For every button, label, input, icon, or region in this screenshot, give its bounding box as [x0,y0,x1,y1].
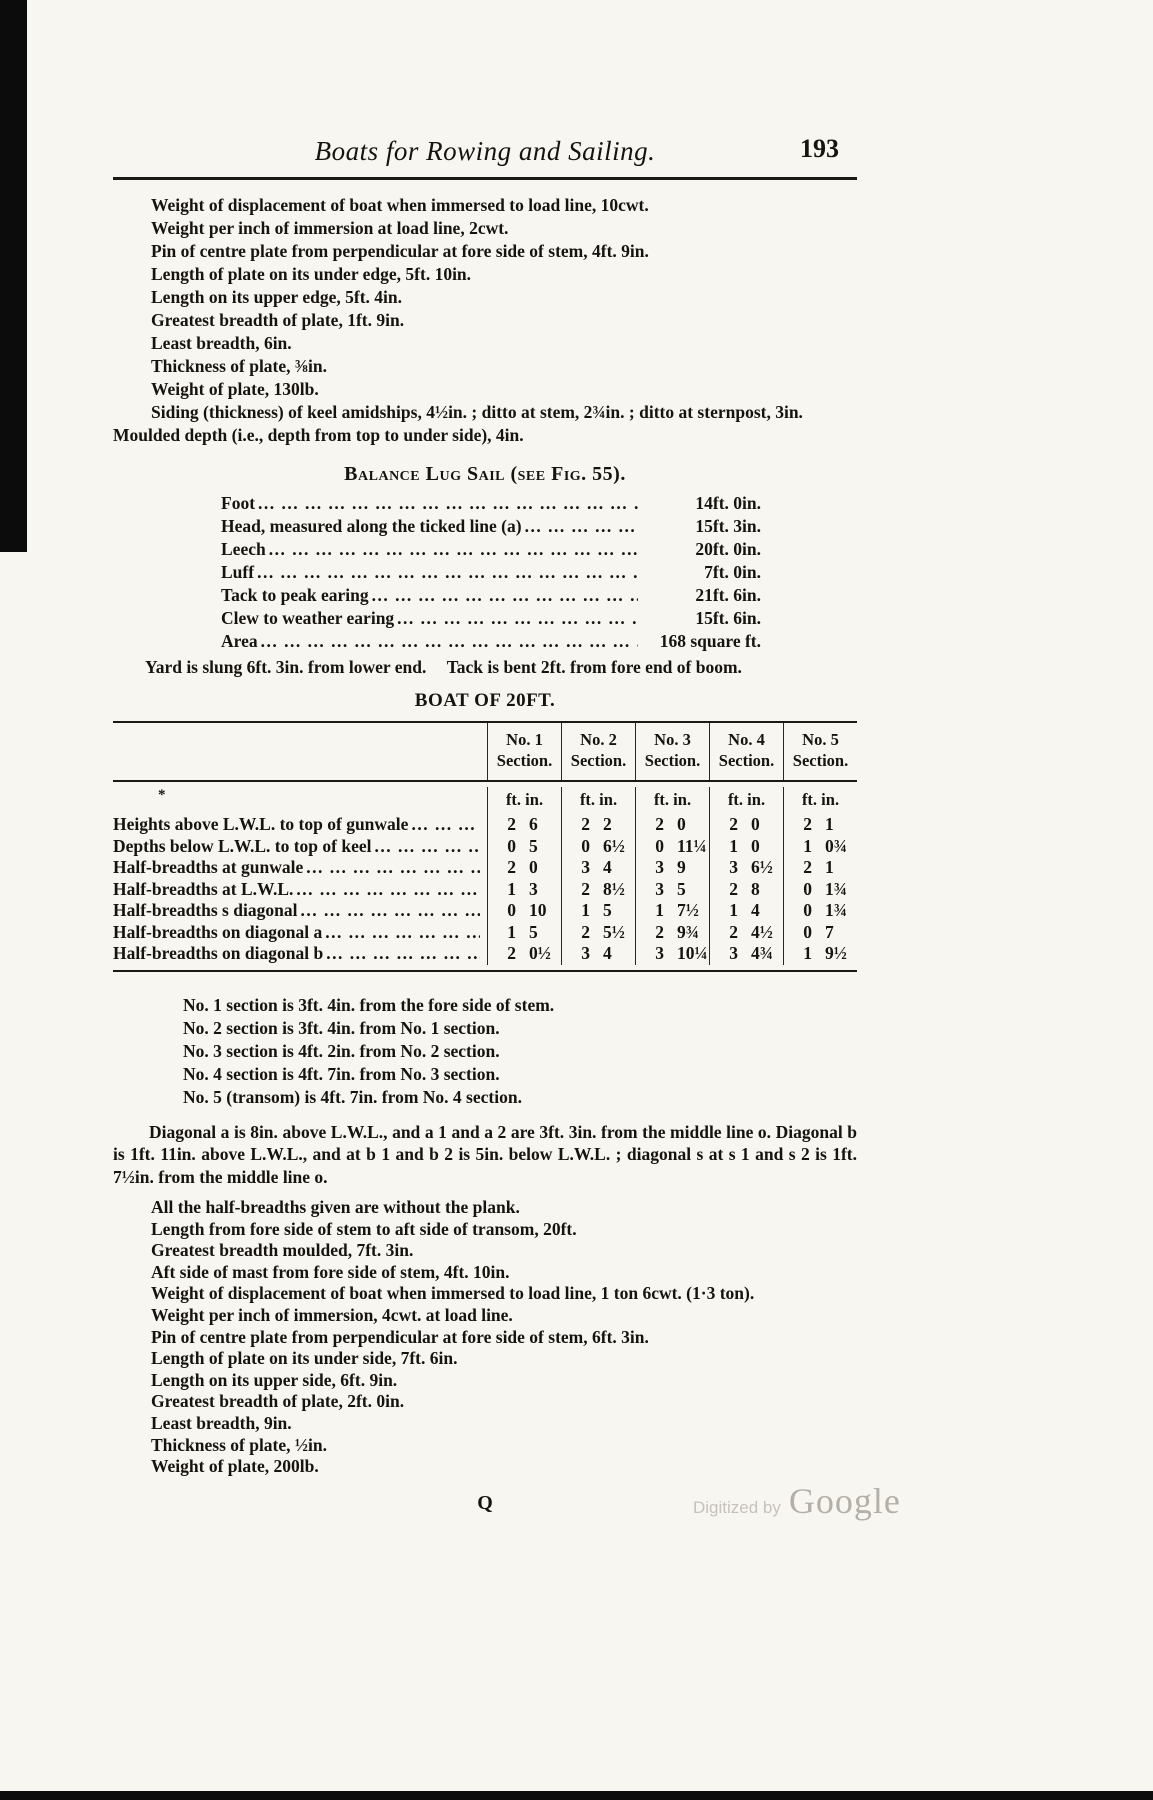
boat-20ft-table [113,721,857,972]
spec-line: Length on its upper side, 6ft. 9in. [151,1369,398,1390]
cell-ft: 2 [507,857,516,877]
table-cell [709,814,783,836]
boat-20ft-spec-list [113,1197,857,1478]
cell-in: 5½ [603,921,625,942]
table-cell [561,943,635,965]
cell-in: 6½ [603,835,625,856]
spec-line: All the half-breadths given are without the plank. [151,1197,520,1217]
lug-sail-footnote [145,657,857,678]
cell-ft: 3 [655,943,664,963]
table-cell [709,857,783,879]
table-cell [487,857,561,879]
spec-line: Greatest breadth of plate, 2ft. 0in. [151,1391,405,1412]
units-cell: ft. in. [635,787,709,814]
boat-20ft-heading: BOAT OF 20FT. [414,690,556,711]
spec-line: Aft side of mast from fore side of stem, 4ft. 10in. [151,1261,510,1282]
col-no: No. 5 [802,730,839,749]
boat-14ft-spec-list [113,194,857,447]
cell-in: 9¾ [677,921,699,942]
cell-in: 5 [677,878,686,899]
dot-leader [261,630,638,653]
table-col-header [709,723,783,780]
units-cell: ft. in. [783,787,857,814]
spec-line: Length of plate on its under edge, 5ft. 10in. [151,264,472,284]
cell-ft: 2 [507,814,516,834]
spec-line: Weight of displacement of boat when immersed to load line, 10cwt. [151,195,649,215]
cell-ft: 0 [507,900,516,920]
lug-row [221,584,761,607]
table-cell [561,879,635,901]
cell-ft: 1 [507,921,516,942]
spec-line: Least breadth, 6in. [151,333,292,353]
spec-line: Length on its upper edge, 5ft. 4in. [151,287,403,307]
cell-in: 7 [825,921,834,942]
dot-leader [525,515,638,538]
spec-line: Length of plate on its under side, 7ft. 6in. [151,1348,458,1369]
spec-line: Length from fore side of stem to aft side of transom, 20ft. [151,1218,577,1239]
cell-in: 6 [529,814,538,834]
row-label-cell [113,879,487,901]
section-notes [113,994,857,1109]
cell-in: 5 [603,900,612,920]
table-cell [561,836,635,858]
row-label: Half-breadths at L.W.L. [113,878,294,899]
table-cell [635,943,709,965]
table-cell [487,836,561,858]
lug-label: Tack to peak earing [221,585,369,605]
row-label-cell [113,943,487,965]
table-row [113,922,857,944]
scan-edge-artifact [0,1791,1153,1800]
lug-sail-dimensions [221,492,761,653]
scan-gutter-artifact [0,0,27,552]
dot-leader [326,943,480,965]
cell-ft: 2 [729,878,738,899]
row-label-cell [113,922,487,944]
table-cell [487,879,561,901]
row-label-cell [113,857,487,879]
cell-ft: 0 [507,835,516,856]
lug-label: Foot [221,493,256,513]
spec-line: Siding (thickness) of keel amidships, 4½in. ; ditto at stem, 2¾in. ; ditto at sternpost, 3in. [151,402,803,422]
table-cell [635,857,709,879]
cell-ft: 2 [803,857,812,877]
cell-ft: 2 [581,814,590,834]
table-cell [487,814,561,836]
cell-ft: 1 [803,835,812,856]
table-cell [783,900,857,922]
lug-value: 7ft. 0in. [704,562,761,582]
table-cell [561,922,635,944]
cell-in: 4½ [751,921,773,942]
col-no: No. 3 [654,730,691,749]
cell-in: 9½ [825,943,847,963]
dot-leader [257,561,638,584]
table-col-header [487,723,561,780]
cell-in: 0¾ [825,835,847,856]
spec-line: Weight per inch of immersion, 4cwt. at load line. [151,1304,513,1325]
cell-ft: 2 [581,878,590,899]
cell-ft: 0 [803,878,812,899]
table-stub-header [113,723,487,780]
dot-leader [397,607,638,630]
cell-in: 4 [603,943,612,963]
stub-mark: * [158,787,166,803]
table-cell [635,900,709,922]
cell-ft: 0 [803,921,812,942]
table-cell [783,814,857,836]
cell-in: 1¾ [825,900,847,920]
col-no: No. 4 [728,730,765,749]
spec-line: Pin of centre plate from perpendicular at fore side of stem, 4ft. 9in. [151,241,649,261]
cell-ft: 2 [729,814,738,834]
cell-in: 4 [751,900,760,920]
cell-ft: 3 [655,857,664,877]
col-section: Section. [644,751,701,770]
cell-ft: 2 [655,921,664,942]
cell-ft: 1 [655,900,664,920]
cell-ft: 2 [729,921,738,942]
lug-label: Luff [221,562,255,582]
col-section: Section. [792,751,849,770]
spec-line: Weight per inch of immersion at load line, 2cwt. [151,218,509,238]
dot-leader [269,538,638,561]
cell-in: 0 [751,814,760,834]
digitized-watermark [693,1480,901,1522]
table-bottom-rule [113,970,857,972]
cell-in: 5 [529,921,538,942]
dot-leader [325,922,480,944]
cell-in: 7½ [677,900,699,920]
row-label: Heights above L.W.L. to top of gunwale [113,814,409,834]
cell-ft: 1 [729,900,738,920]
table-header-row [113,723,857,780]
lug-sail-heading: Balance Lug Sail (see Fig. 55). [344,463,626,485]
lug-value: 21ft. 6in. [695,585,761,605]
footnote-sentence: Yard is slung 6ft. 3in. from lower end. [145,657,427,677]
printer-signature: Q [477,1491,493,1514]
cell-ft: 2 [803,814,812,834]
cell-ft: 1 [507,878,516,899]
table-row [113,814,857,836]
spec-line: Greatest breadth moulded, 7ft. 3in. [151,1240,414,1261]
cell-in: 1 [825,857,834,877]
lug-row [221,561,761,584]
table-col-header [783,723,857,780]
note-line: No. 2 section is 3ft. 4in. from No. 1 section. [183,1017,500,1038]
cell-in: 8½ [603,878,625,899]
page-title: Boats for Rowing and Sailing. [314,136,656,166]
cell-ft: 1 [729,835,738,856]
table-mid-rule [113,780,857,782]
lug-label: Head, measured along the ticked line (a) [221,516,522,536]
page-number: 193 [800,134,839,163]
cell-ft: 3 [655,878,664,899]
col-no: No. 1 [506,730,543,749]
table-cell [635,836,709,858]
dot-leader [296,879,480,901]
cell-ft: 1 [803,943,812,963]
spec-line: Thickness of plate, ½in. [151,1434,327,1455]
cell-in: 0 [751,835,760,856]
spec-line: Greatest breadth of plate, 1ft. 9in. [151,310,405,330]
lug-row [221,630,761,653]
cell-ft: 2 [655,814,664,834]
lug-label: Area [221,631,258,651]
table-cell [487,900,561,922]
cell-ft: 3 [729,857,738,877]
cell-in: 3 [529,878,538,899]
lug-row [221,607,761,630]
table-cell [561,900,635,922]
col-no: No. 2 [580,730,617,749]
table-cell [709,922,783,944]
cell-ft: 3 [729,943,738,963]
cell-in: 0½ [529,943,551,963]
lug-value: 20ft. 0in. [695,539,761,559]
cell-in: 10¼ [677,943,708,963]
table-cell [783,922,857,944]
table-units-row [113,787,857,814]
lug-row [221,538,761,561]
page-content [113,0,857,1515]
table-col-header [635,723,709,780]
cell-in: 8 [751,878,760,899]
row-label: Half-breadths at gunwale [113,857,304,877]
cell-ft: 1 [581,900,590,920]
table-col-header [561,723,635,780]
table-cell [709,879,783,901]
lug-label: Leech [221,539,266,559]
row-label: Half-breadths s diagonal [113,900,298,920]
cell-in: 0 [529,857,538,877]
footnote-sentence: Tack is bent 2ft. from fore end of boom. [446,657,742,677]
dot-leader [374,836,480,858]
row-label-cell [113,814,487,836]
spec-line: Pin of centre plate from perpendicular at fore side of stem, 6ft. 3in. [151,1326,649,1347]
col-section: Section. [570,751,627,770]
cell-ft: 2 [581,921,590,942]
dot-leader [411,814,480,836]
dot-leader [372,584,638,607]
col-section: Section. [496,751,553,770]
running-header [113,136,857,170]
table-cell [561,814,635,836]
row-label: Half-breadths on diagonal b [113,943,324,963]
lug-value: 15ft. 6in. [695,608,761,628]
table-row [113,879,857,901]
cell-ft: 3 [581,943,590,963]
spec-line: Weight of displacement of boat when immersed to load line, 1 ton 6cwt. (1·3 ton). [151,1283,755,1304]
row-label: Depths below L.W.L. to top of keel [113,835,372,856]
cell-in: 1¾ [825,878,847,899]
diagonal-paragraph: Diagonal a is 8in. above L.W.L., and a 1 and a 2 are 3ft. 3in. from the middle line o. Diagonal b is 1ft. 11in. above L.W.L., and at b 1 and b 2 is 5in. below L.W.L. ; diagonal s at s 1 and s 2 is 1ft. 7½in. from the middle line o. [113,1121,857,1187]
cell-in: 11¼ [677,835,707,856]
table-cell [783,943,857,965]
lug-label: Clew to weather earing [221,608,395,628]
table-cell [783,857,857,879]
table-cell [783,836,857,858]
row-label-cell [113,900,487,922]
table-row [113,943,857,965]
spec-line: Weight of plate, 130lb. [151,379,319,399]
note-line: No. 4 section is 4ft. 7in. from No. 3 section. [183,1063,500,1084]
cell-in: 5 [529,835,538,856]
table-cell [561,857,635,879]
dot-leader [258,492,638,515]
units-cell: ft. in. [561,787,635,814]
note-line: No. 3 section is 4ft. 2in. from No. 2 section. [183,1040,500,1061]
table-row [113,857,857,879]
cell-ft: 3 [581,857,590,877]
cell-ft: 0 [655,835,664,856]
spec-line: Thickness of plate, ⅜in. [151,356,327,376]
units-cell: ft. in. [487,787,561,814]
table-cell [487,922,561,944]
cell-in: 1 [825,814,834,834]
note-line: No. 1 section is 3ft. 4in. from the fore side of stem. [183,994,555,1015]
cell-in: 6½ [751,857,773,877]
spec-line: Moulded depth (i.e., depth from top to under side), 4in. [113,425,524,445]
table-cell [709,943,783,965]
lug-value: 168 square ft. [659,631,761,651]
spec-line: Weight of plate, 200lb. [151,1456,319,1477]
lug-row [221,492,761,515]
cell-in: 2 [603,814,612,834]
units-cell: ft. in. [709,787,783,814]
cell-ft: 0 [581,835,590,856]
table-cell [487,943,561,965]
table-cell [635,814,709,836]
lug-value: 15ft. 3in. [695,516,761,536]
cell-in: 4¾ [751,943,773,963]
table-row [113,900,857,922]
row-label: Half-breadths on diagonal a [113,921,323,942]
cell-in: 0 [677,814,686,834]
cell-in: 9 [677,857,686,877]
dot-leader [300,900,480,922]
table-cell [635,922,709,944]
note-line: No. 5 (transom) is 4ft. 7in. from No. 4 section. [183,1086,522,1107]
table-cell [709,900,783,922]
col-section: Section. [718,751,775,770]
cell-ft: 0 [803,900,812,920]
cell-ft: 2 [507,943,516,963]
cell-in: 4 [603,857,612,877]
cell-in: 10 [529,900,547,920]
digitized-by-text: Digitized by [693,1498,781,1517]
dot-leader [306,857,480,879]
table-cell [635,879,709,901]
table-row [113,836,857,858]
table-units-stub [113,787,487,814]
lug-row [221,515,761,538]
row-label-cell [113,836,487,858]
lug-value: 14ft. 0in. [695,493,761,513]
google-logo: Google [788,1481,901,1521]
table-cell [783,879,857,901]
header-rule [113,177,857,180]
spec-line: Least breadth, 9in. [151,1412,292,1433]
table-cell [709,836,783,858]
